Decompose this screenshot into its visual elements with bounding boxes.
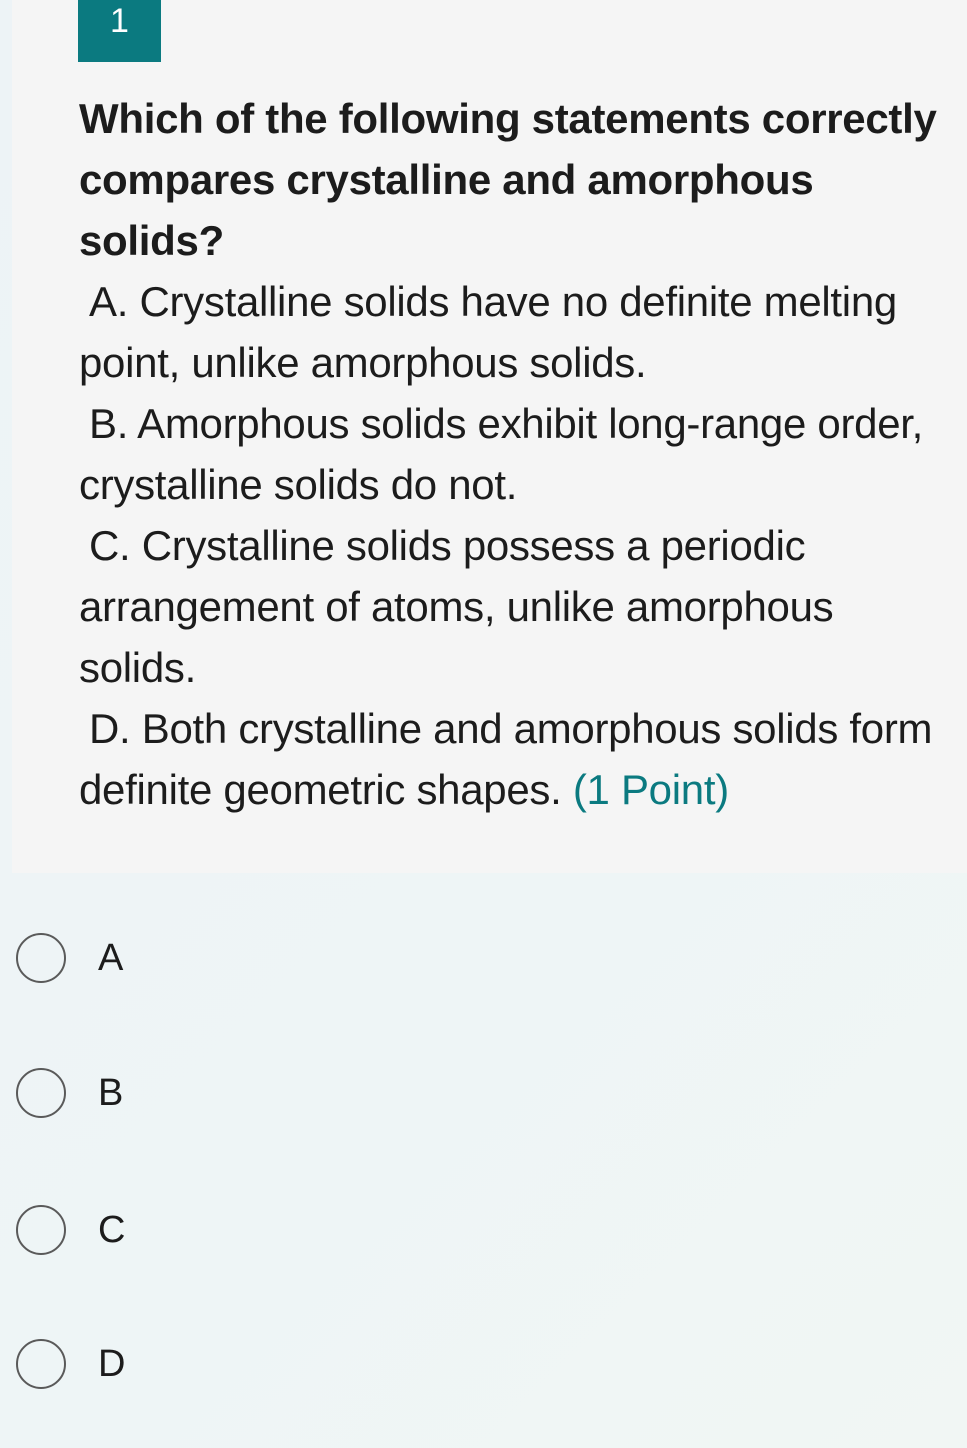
option-a-label: A bbox=[98, 936, 124, 979]
statement-b-text: B. Amorphous solids exhibit long-range order, crystalline solids do not. bbox=[79, 400, 923, 508]
option-d[interactable] bbox=[16, 1336, 125, 1392]
statement-b bbox=[79, 393, 959, 515]
radio-a-icon[interactable] bbox=[16, 933, 66, 983]
statement-c bbox=[79, 515, 959, 698]
points-label: (1 Point) bbox=[572, 766, 729, 813]
option-b[interactable] bbox=[16, 1065, 123, 1121]
statement-d-text: D. Both crystalline and amorphous solids form definite geometric shapes. bbox=[79, 705, 933, 813]
option-a[interactable] bbox=[16, 930, 123, 986]
option-c[interactable] bbox=[16, 1202, 125, 1258]
question-title: Which of the following statements correctly compares crystalline and amorphous solids? bbox=[79, 95, 937, 264]
statement-a-text: A. Crystalline solids have no definite melting point, unlike amorphous solids. bbox=[79, 278, 897, 386]
question-card bbox=[12, 0, 967, 873]
statement-d bbox=[79, 698, 959, 820]
radio-b-icon[interactable] bbox=[16, 1068, 66, 1118]
option-d-label: D bbox=[98, 1342, 126, 1385]
statement-a bbox=[79, 271, 959, 393]
option-c-label: C bbox=[98, 1208, 126, 1251]
statement-c-text: C. Crystalline solids possess a periodic arrangement of atoms, unlike amorphous solids. bbox=[79, 522, 834, 691]
question-number-badge: 1 bbox=[78, 0, 161, 62]
radio-d-icon[interactable] bbox=[16, 1339, 66, 1389]
option-b-label: B bbox=[98, 1071, 124, 1114]
radio-c-icon[interactable] bbox=[16, 1205, 66, 1255]
question-statements bbox=[79, 271, 959, 820]
